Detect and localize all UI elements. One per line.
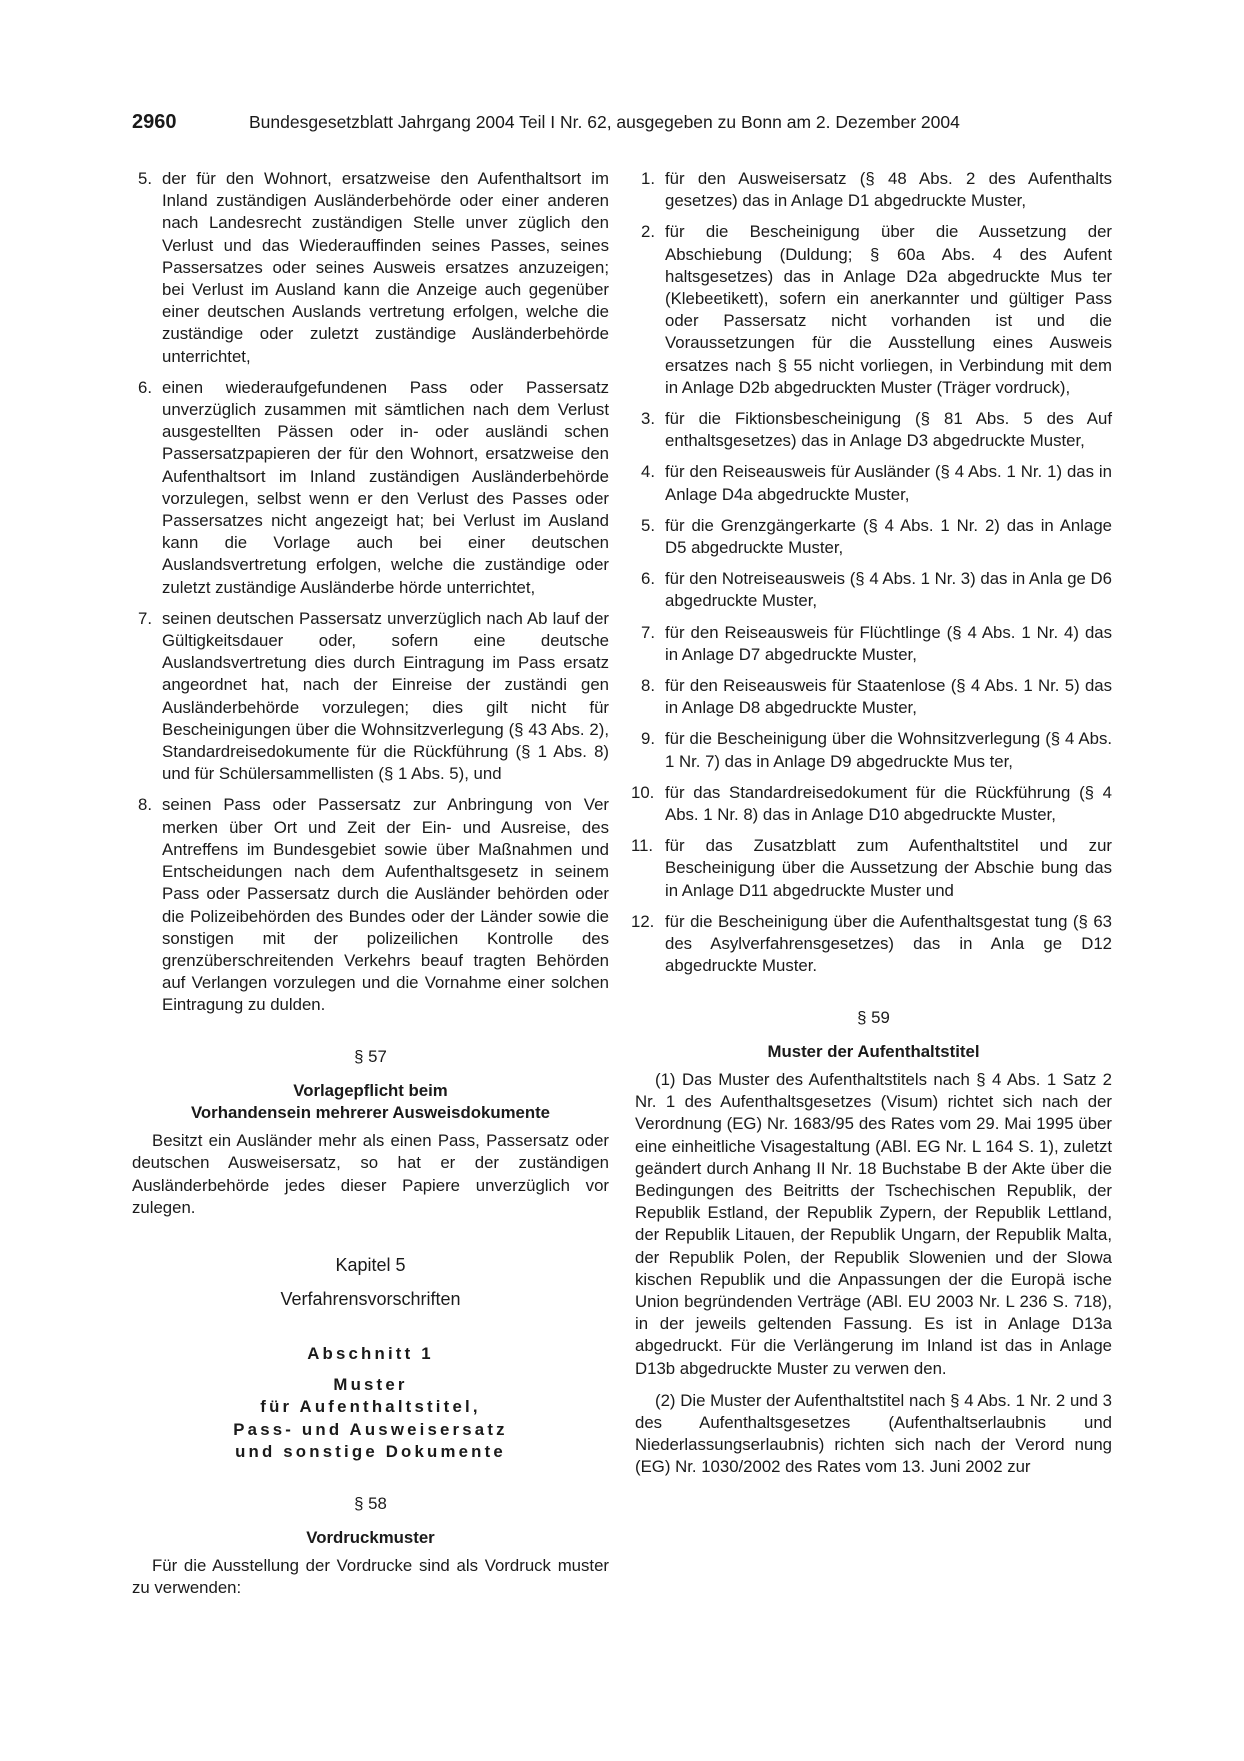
list-item-number: 11. — [631, 836, 654, 856]
list-item-text: für die Grenzgängerkarte (§ 4 Abs. 1 Nr. 2) das in Anlage D5 abgedruckte Muster, — [665, 515, 1112, 558]
chapter-label: Kapitel 5 — [335, 1254, 406, 1275]
section-sign: § 58 — [354, 1493, 387, 1513]
list-item — [132, 794, 609, 1016]
list-item — [635, 168, 1112, 212]
list-item-number: 6. — [138, 377, 152, 397]
list-item-text: für den Reiseausweis für Ausländer (§ 4 Abs. 1 Nr. 1) das in Anlage D4a abgedruckte Muster, — [665, 462, 1112, 504]
list-item — [635, 675, 1112, 719]
list-item — [132, 608, 609, 786]
list-item-text: der für den Wohnort, ersatzweise den Aufenthaltsort im Inland zuständigen Ausländerbehörde oder einer anderen nach Landesrecht zuständigen Stelle unver züglich den Verlust und das Wiederauffinden seines Passes, seines Passersatzes oder seines Ausweis ersatzes anzuzeigen; bei Verlust im Ausland kann die Anzeige auch gegenüber einer deutschen Auslands vertretung erfolgen, welche die zuständige oder zuletzt zuständige Ausländerbehörde unterrichtet, — [162, 169, 609, 366]
section-sign: § 59 — [857, 1007, 890, 1027]
paragraph: Für die Ausstellung der Vordrucke sind als Vordruck muster zu verwenden: — [132, 1555, 609, 1598]
list-item — [635, 622, 1112, 666]
list-item-text: einen wiederaufgefundenen Pass oder Passersatz unverzüglich zusammen mit sämtlichen nach dem Verlust ausgestellten Pässen oder in- oder ausländi schen Passersatzpapieren der für den Wohnort, ersatzweise den Aufenthaltsort im Inland zuständigen Ausländerbehörde vorzulegen, selbst wenn er den Verlust des Passes oder Passersatzes nicht angezeigt hat; bei Verlust im Ausland kann die Vorlage auch bei einer deutschen Auslandsvertretung erfolgen, welche die zuständige oder zuletzt zuständige Ausländerbe hörde unterrichtet, — [162, 377, 610, 597]
list-item — [635, 408, 1112, 452]
paragraph: (2) Die Muster der Aufenthaltstitel nach § 4 Abs. 1 Nr. 2 und 3 des Aufenthaltsgesetzes (Aufenthaltserlaubnis und Niederlassungserlaubnis) richten sich nach der Verord nung (EG) Nr. 1030/2002 des Rates vom 13. Juni 2002 zur — [635, 1390, 1112, 1477]
page-header — [132, 111, 1112, 137]
right-column — [631, 168, 1113, 1479]
list-item-number: 2. — [641, 222, 655, 242]
list-item — [631, 911, 1112, 978]
list-item-text: für die Bescheinigung über die Aufenthaltsgestat tung (§ 63 des Asylverfahrensgesetzes) das in Anla ge D12 abgedruckte Muster. — [665, 911, 1112, 976]
list-item — [132, 168, 609, 368]
list-item — [635, 461, 1112, 505]
section-heading: Muster der Aufenthaltstitel — [767, 1041, 980, 1061]
list-item-text: für den Reiseausweis für Flüchtlinge (§ 4 Abs. 1 Nr. 4) das in Anlage D7 abgedruckte Muster, — [665, 622, 1112, 664]
paragraph: Besitzt ein Ausländer mehr als einen Pass, Passersatz oder deutschen Ausweisersatz, so hat er der zuständigen Ausländerbehörde jedes dieser Papiere unverzüglich vor zulegen. — [132, 1131, 609, 1217]
list-item-text: seinen deutschen Passersatz unverzüglich nach Ab lauf der Gültigkeitsdauer oder, sofern eine deutsche Auslandsvertretung dies durch Eintragung im Pass ersatz angeordnet hat, nach der Einreise der zuständi gen Ausländerbehörde vorzulegen; dies gilt nicht für Bescheinigungen über die Wohnsitzverlegung (§ 43 Abs. 2), Standardreisedokumente für die Rückführung (§ 1 Abs. 8) und für Schülersammellisten (§ 1 Abs. 5), und — [162, 608, 609, 784]
list-item-text: für den Reiseausweis für Staatenlose (§ 4 Abs. 1 Nr. 5) das in Anlage D8 abgedruckte Muster, — [665, 676, 1112, 718]
section-sign: § 57 — [354, 1046, 387, 1066]
list-item-number: 7. — [138, 608, 152, 628]
list-item-number: 9. — [641, 729, 655, 749]
list-item-number: 10. — [631, 782, 655, 802]
chapter-title: Verfahrensvorschriften — [280, 1289, 461, 1310]
list-item — [132, 377, 609, 599]
list-item-number: 8. — [641, 676, 655, 696]
list-item-number: 1. — [641, 169, 655, 188]
part-title: Muster für Aufenthaltstitel, Pass- und Ausweisersatz und sonstige Dokumente — [233, 1374, 508, 1462]
list-item-number: 8. — [138, 795, 152, 815]
list-item — [631, 835, 1112, 902]
list-item-text: für die Bescheinigung über die Wohnsitzverlegung (§ 4 Abs. 1 Nr. 7) das in Anlage D9 abgedruckte Mus ter, — [665, 729, 1112, 771]
part-label: Abschnitt 1 — [307, 1344, 434, 1364]
list-item — [635, 728, 1112, 772]
running-head: Bundesgesetzblatt Jahrgang 2004 Teil I Nr. 62, ausgegeben zu Bonn am 2. Dezember 2004 — [249, 112, 960, 132]
list-item — [631, 782, 1113, 826]
list-item-number: 12. — [631, 911, 655, 931]
list-item-text: für den Notreiseausweis (§ 4 Abs. 1 Nr. 3) das in Anla ge D6 abgedruckte Muster, — [665, 569, 1112, 611]
page-number: 2960 — [132, 111, 177, 133]
list-item — [635, 568, 1112, 612]
list-item — [635, 515, 1112, 559]
section-heading: Vorlagepflicht beim Vorhandensein mehrerer Ausweisdokumente — [190, 1080, 551, 1122]
section-heading: Vordruckmuster — [306, 1527, 435, 1547]
list-item-text: für den Ausweisersatz (§ 48 Abs. 2 des Aufenthalts gesetzes) das in Anlage D1 abgedruckte Muster, — [665, 169, 1112, 211]
list-item-text: für das Zusatzblatt zum Aufenthaltstitel und zur Bescheinigung über die Aussetzung der Abschie bung das in Anlage D11 abgedruckte Muster und — [665, 836, 1112, 900]
list-item-text: für das Standardreisedokument für die Rückführung (§ 4 Abs. 1 Nr. 8) das in Anlage D10 abgedruckte Muster, — [665, 782, 1113, 825]
list-item-number: 4. — [641, 462, 655, 482]
left-column — [132, 168, 609, 1599]
list-item-text: für die Bescheinigung über die Aussetzung der Abschiebung (Duldung; § 60a Abs. 4 des Aufent haltsgesetzes) das in Anlage D2a abgedruckte Mus ter (Klebeetikett), sofern ein anerkannter und gültiger Pass oder Passersatz nicht vorhanden ist und die Voraussetzungen für die Ausstellung eines Ausweis ersatzes nach § 55 nicht vorliegen, in Verbindung mit dem in Anlage D2b abgedruckten Muster (Träger vordruck), — [665, 222, 1112, 397]
list-item-number: 5. — [138, 169, 152, 188]
list-item — [635, 221, 1112, 399]
list-item-text: für die Fiktionsbescheinigung (§ 81 Abs. 5 des Auf enthaltsgesetzes) das in Anlage D3 abgedruckte Muster, — [665, 409, 1112, 451]
list-item-number: 6. — [641, 569, 655, 589]
list-item-number: 5. — [641, 515, 655, 535]
list-item-text: seinen Pass oder Passersatz zur Anbringung von Ver merken über Ort und Zeit der Ein- und Ausreise, des Antreffens im Bundesgebiet sowie über Maßnahmen und Entscheidungen nach dem Aufenthaltsgesetz in seinem Pass oder Passersatz durch die Ausländer behörden oder die Polizeibehörden des Bundes oder der Länder sowie die sonstigen mit der polizeilichen Kontrolle des grenzüberschreitenden Verkehrs beauf tragten Behörden auf Verlangen vorzulegen und die Vornahme einer solchen Eintragung zu dulden. — [162, 795, 610, 1015]
paragraph: (1) Das Muster des Aufenthaltstitels nach § 4 Abs. 1 Satz 2 Nr. 1 des Aufenthaltsgesetzes (Visum) richtet sich nach der Verordnung (EG) Nr. 1683/95 des Rates vom 29. Mai 1995 über eine einheitliche Visagestaltung (ABl. EG Nr. L 164 S. 1), zuletzt geändert durch Anhang II Nr. 18 Buchstabe B der Akte über die Bedingungen des Beitritts der Tschechischen Republik, der Republik Estland, der Republik Zypern, der Republik Lettland, der Republik Litauen, der Republik Ungarn, der Republik Malta, der Republik Polen, der Republik Slowenien und der Slowa kischen Republik und die Anpassungen der die Europä ische Union begründenden Verträge (ABl. EU 2003 Nr. L 236 S. 718), in der jeweils geltenden Fassung. Es ist in Anlage D13a abgedruckt. Für die Verlängerung im Inland ist das in Anlage D13b abgedruckte Muster zu verwen den. — [635, 1069, 1113, 1378]
list-item-number: 3. — [641, 409, 655, 429]
list-item-number: 7. — [641, 622, 655, 642]
